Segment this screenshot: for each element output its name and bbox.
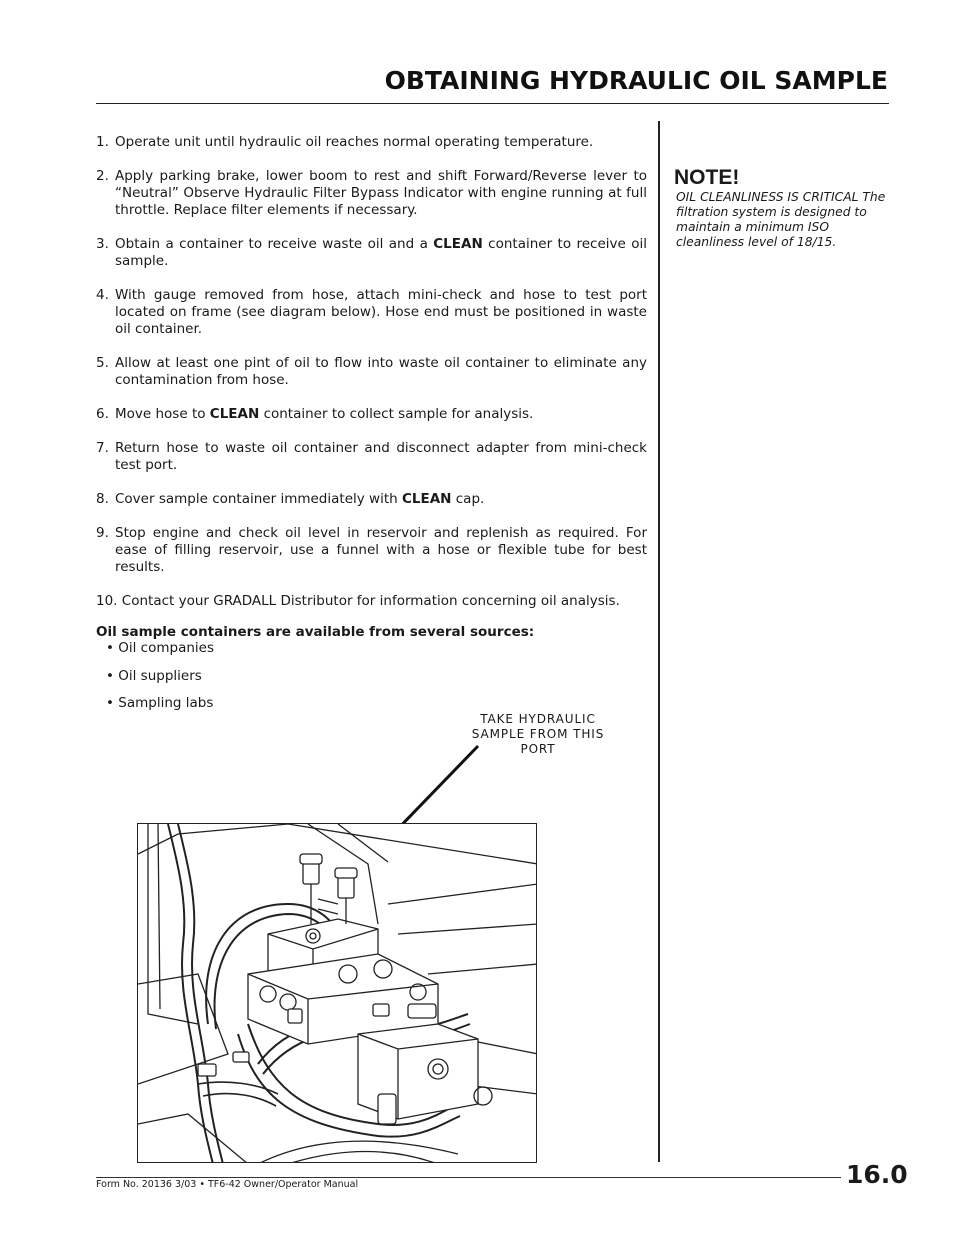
sources-list <box>106 640 214 723</box>
step-number: 1. <box>96 134 109 150</box>
step-item <box>96 236 647 270</box>
sources-heading: Oil sample containers are available from several sources: <box>96 624 535 640</box>
step-text: cap. <box>451 491 485 507</box>
page-number: 16.0 <box>846 1160 908 1189</box>
step-number: 9. <box>96 525 109 541</box>
emphasis-text: CLEAN <box>209 406 260 422</box>
source-item: • Oil companies <box>106 640 214 656</box>
figure-callout: TAKE HYDRAULIC SAMPLE FROM THIS PORT <box>471 712 605 756</box>
step-text: With gauge removed from hose, attach mini-check and hose to test port located on frame (see diagram below). Hose end must be positioned in waste oil container. <box>115 287 647 337</box>
step-number: 4. <box>96 287 109 303</box>
step-text: Obtain a container to receive waste oil and a <box>115 236 434 252</box>
step-number: 7. <box>96 440 109 456</box>
note-title: NOTE! <box>674 166 740 189</box>
step-number: 5. <box>96 355 109 371</box>
hydraulic-valve-diagram <box>137 823 537 1163</box>
step-item <box>96 287 647 338</box>
page-title: OBTAINING HYDRAULIC OIL SAMPLE <box>384 66 888 95</box>
column-divider <box>658 121 660 1162</box>
step-number: 6. <box>96 406 109 422</box>
step-text: Contact your GRADALL Distributor for information concerning oil analysis. <box>121 593 620 609</box>
step-text: container to receive oil sample. <box>115 236 647 269</box>
step-text: container to collect sample for analysis. <box>259 406 534 422</box>
source-item: • Sampling labs <box>106 695 214 711</box>
step-item <box>96 355 647 389</box>
footer-form-number: Form No. 20136 3/03 • TF6-42 Owner/Operator Manual <box>96 1179 359 1190</box>
title-divider <box>96 103 889 104</box>
emphasis-text: CLEAN <box>433 236 483 252</box>
emphasis-text: CLEAN <box>401 491 452 507</box>
step-item <box>96 491 647 508</box>
step-text: Return hose to waste oil container and disconnect adapter from mini-check test port. <box>115 440 647 473</box>
step-item <box>96 134 647 151</box>
step-item <box>96 168 647 219</box>
step-number: 10. <box>96 593 118 609</box>
step-number: 3. <box>96 236 109 252</box>
step-item <box>96 525 647 576</box>
step-text: Allow at least one pint of oil to flow into waste oil container to eliminate any contamination from hose. <box>115 355 647 388</box>
step-item <box>96 440 647 474</box>
step-number: 2. <box>96 168 109 184</box>
source-item: • Oil suppliers <box>106 667 202 684</box>
step-text: Move hose to <box>115 406 210 422</box>
step-text: Operate unit until hydraulic oil reaches normal operating temperature. <box>115 134 594 150</box>
step-item <box>96 406 647 423</box>
footer-divider <box>96 1177 841 1178</box>
step-number: 8. <box>96 491 109 507</box>
step-item <box>96 593 647 610</box>
step-text: Apply parking brake, lower boom to rest and shift Forward/Reverse lever to “Neutral” Observe Hydraulic Filter Bypass Indicator with engine running at full throttle. Replace filter elements if necessary. <box>115 168 647 218</box>
step-text: Cover sample container immediately with <box>115 491 402 507</box>
procedure-steps <box>96 134 647 627</box>
note-body: OIL CLEANLINESS IS CRITICAL The filtration system is designed to maintain a minimum ISO cleanliness level of 18/15. <box>676 190 886 249</box>
step-text: Stop engine and check oil level in reservoir and replenish as required. For ease of filling reservoir, use a funnel with a hose or flexible tube for best results. <box>115 525 647 575</box>
